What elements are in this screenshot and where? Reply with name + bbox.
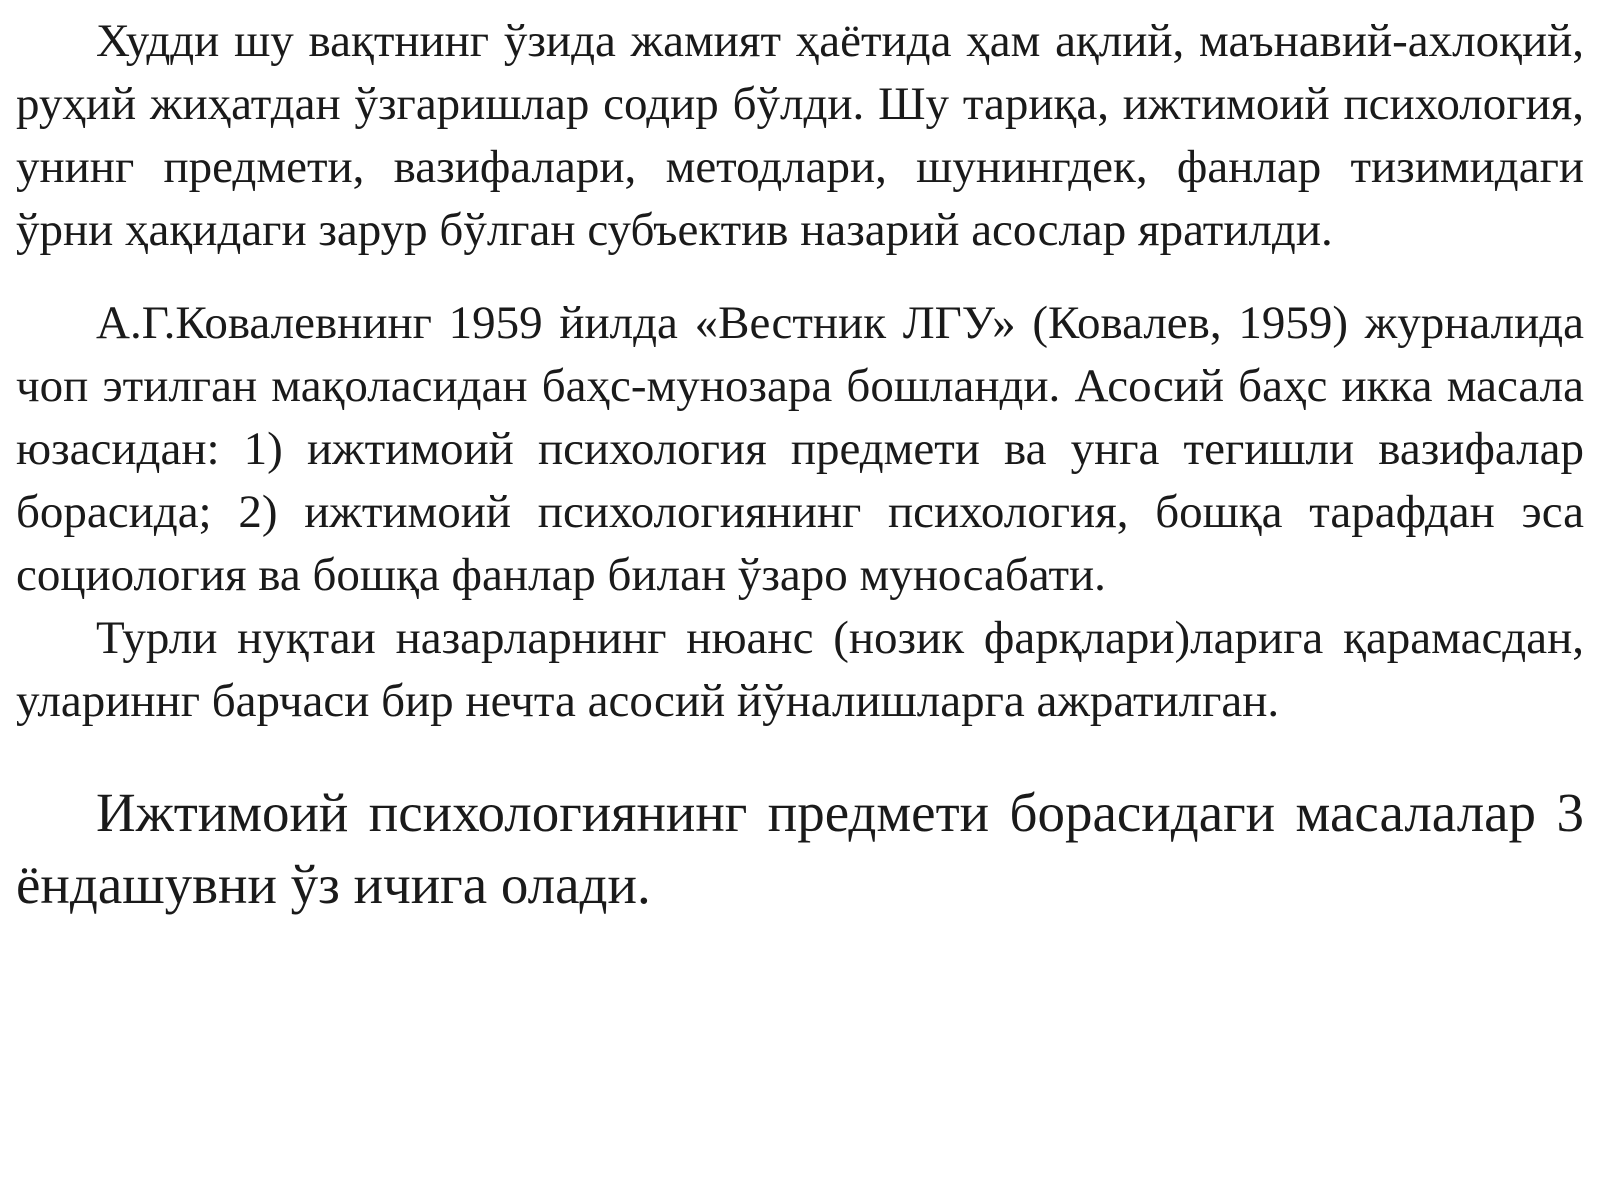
paragraph-3: Турли нуқтаи назарларнинг нюанс (нозик фарқлари)ларига қарамасдан, улариннг барчаси бир нечта асосий йўналишларга ажратилган. (16, 612, 1584, 727)
document-page (16, 10, 1584, 921)
paragraph-2: А.Г.Ковалевнинг 1959 йилда «Вестник ЛГУ» (Ковалев, 1959) журналида чоп этилган мақоласидан баҳс-мунозара бошланди. Асосий баҳс икка масала юзасидан: 1) ижтимоий психология предмети ва унга тегишли вазифалар борасида; 2) ижтимоий психологиянинг психология, бошқа тарафдан эса социология ва бошқа фанлар билан ўзаро муносабати. (16, 297, 1584, 601)
paragraph-4: Ижтимоий психологиянинг предмети борасидаги масалалар 3 ёндашувни ўз ичига олади. (16, 782, 1584, 915)
paragraph-1: Худди шу вақтнинг ўзида жамият ҳаётида ҳам ақлий, маънавий-ахлоқий, руҳий жиҳатдан ўзгаришлар содир бўлди. Шу тариқа, ижтимоий психология, унинг предмети, вазифалари, методлари, шунингдек, фанлар тизимидаги ўрни ҳақидаги зарур бўлган субъектив назарий асослар яратилди. (16, 15, 1584, 256)
